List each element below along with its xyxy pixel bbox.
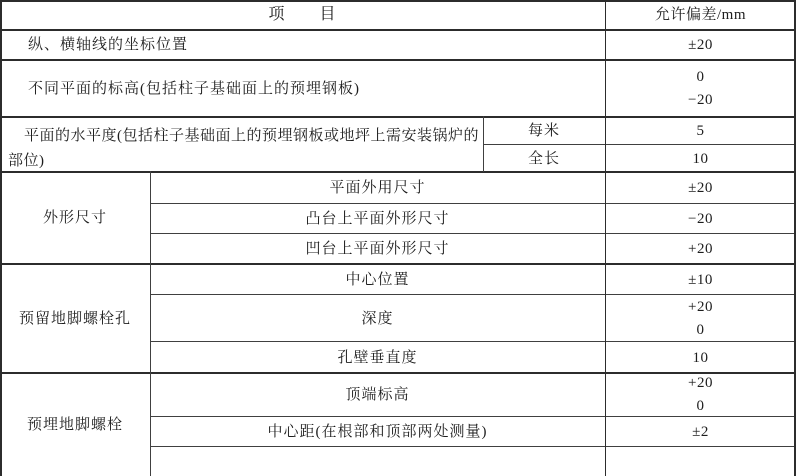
bolt-holes-sub3-label: 孔壁垂直度 bbox=[337, 349, 418, 366]
row-divider-line bbox=[0, 372, 796, 374]
row-elevation-value bbox=[605, 60, 796, 117]
bolt-holes-sub1-label: 中心位置 bbox=[345, 271, 410, 288]
row-axis-position-item: 纵、横轴线的坐标位置 bbox=[28, 37, 189, 53]
subrow-divider-line bbox=[150, 203, 796, 204]
levelness-per-meter-label: 每米 bbox=[527, 123, 560, 139]
category-embedded-bolts: 预埋地脚螺栓 bbox=[26, 416, 123, 433]
embedded-bolts-sub1-value bbox=[605, 373, 796, 417]
subrow-divider-line bbox=[150, 233, 796, 234]
top-elevation-upper-tolerance: +20 bbox=[688, 375, 713, 391]
outline-sub3-label: 凹台上平面外形尺寸 bbox=[305, 241, 450, 257]
embedded-bolts-sub1-label: 顶端标高 bbox=[345, 387, 410, 403]
subrow-divider-line bbox=[150, 446, 796, 447]
category-outline-dimensions: 外形尺寸 bbox=[42, 210, 107, 226]
bolt-holes-sub3-value: 10 bbox=[692, 349, 709, 366]
row-divider-line bbox=[0, 263, 796, 265]
embedded-bolts-sub2-label: 中心距(在根部和顶部两处测量) bbox=[267, 424, 488, 440]
header-divider-line bbox=[0, 29, 796, 31]
header-deviation-column: 允许偏差/mm bbox=[654, 7, 746, 23]
bolt-holes-sub2-label: 深度 bbox=[361, 310, 394, 327]
header-item-column: 项 目 bbox=[268, 6, 337, 24]
bolt-holes-sub2-value bbox=[605, 295, 796, 342]
elevation-upper-tolerance: 0 bbox=[696, 68, 705, 85]
row-divider-line bbox=[0, 171, 796, 173]
category-column-line bbox=[150, 171, 151, 476]
bolt-holes-sub1-value: ±10 bbox=[688, 271, 713, 288]
table-left-border bbox=[0, 0, 2, 476]
levelness-full-length-value: 10 bbox=[692, 150, 709, 167]
top-elevation-lower-tolerance: 0 bbox=[696, 398, 705, 414]
subrow-divider-line bbox=[150, 416, 796, 417]
depth-upper-tolerance: +20 bbox=[688, 298, 713, 315]
row-divider-line bbox=[0, 59, 796, 61]
outline-sub3-value: +20 bbox=[688, 241, 713, 257]
category-reserved-bolt-holes: 预留地脚螺栓孔 bbox=[18, 310, 131, 327]
outline-sub1-label: 平面外用尺寸 bbox=[329, 180, 426, 196]
subrow-divider-line bbox=[483, 144, 796, 145]
table-top-border bbox=[0, 0, 796, 2]
scope-column-line bbox=[483, 116, 484, 172]
row-elevation-item: 不同平面的标高(包括柱子基础面上的预埋钢板) bbox=[28, 80, 360, 97]
outline-sub1-value: ±20 bbox=[688, 180, 713, 196]
row-divider-line bbox=[0, 116, 796, 118]
row-levelness-item: 平面的水平度(包括柱子基础面上的预埋钢板或地坪上需安装锅炉的部位) bbox=[8, 128, 479, 169]
row-axis-position-value: ±20 bbox=[688, 37, 713, 53]
subrow-divider-line bbox=[150, 341, 796, 342]
embedded-bolts-sub2-value: ±2 bbox=[692, 424, 709, 440]
elevation-lower-tolerance: −20 bbox=[688, 91, 713, 108]
subrow-divider-line bbox=[150, 294, 796, 295]
deviation-column-line bbox=[605, 0, 606, 476]
outline-sub2-value: −20 bbox=[688, 211, 713, 227]
depth-lower-tolerance: 0 bbox=[696, 321, 705, 338]
outline-sub2-label: 凸台上平面外形尺寸 bbox=[305, 211, 450, 227]
levelness-full-length-label: 全长 bbox=[527, 150, 560, 167]
levelness-per-meter-value: 5 bbox=[696, 123, 705, 139]
